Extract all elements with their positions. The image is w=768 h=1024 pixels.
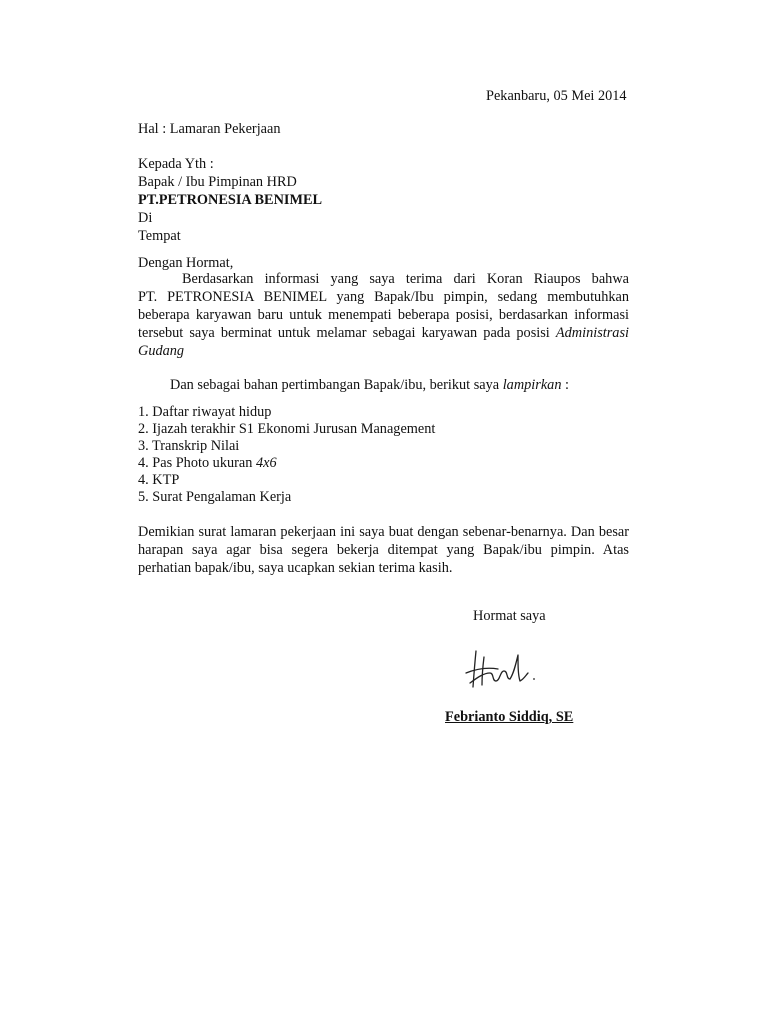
- signature-icon: [462, 643, 542, 693]
- paragraph-line: [138, 324, 629, 342]
- list-item: 5. Surat Pengalaman Kerja: [138, 489, 292, 505]
- closing-paragraph: [138, 523, 629, 577]
- paragraph-text: tersebut saya berminat untuk melamar sebagai karyawan pada posisi: [138, 325, 550, 341]
- list-item: [138, 455, 435, 472]
- list-item: 2. Ijazah terakhir S1 Ekonomi Jurusan Management: [138, 421, 436, 437]
- salutation: Dengan Hormat,: [138, 255, 234, 271]
- position-title-cont: Gudang: [138, 343, 185, 359]
- paragraph-line: PT. PETRONESIA BENIMEL yang Bapak/Ibu pimpin, sedang membutuhkan: [138, 289, 629, 305]
- recipient-line-di: Di: [138, 210, 153, 226]
- letter-subject: Hal : Lamaran Pekerjaan: [138, 121, 281, 137]
- attachment-intro: [170, 376, 569, 394]
- paragraph-line: perhatian bapak/ibu, saya ucapkan sekian terima kasih.: [138, 560, 453, 576]
- list-item-text: 4. Pas Photo ukuran: [138, 455, 256, 471]
- list-item: 1. Daftar riwayat hidup: [138, 404, 272, 420]
- list-item: 4. KTP: [138, 472, 180, 488]
- opening-paragraph: [138, 270, 629, 360]
- attachment-intro-text: Dan sebagai bahan pertimbangan Bapak/ibu, berikut saya: [170, 377, 500, 393]
- photo-size: 4x6: [255, 455, 277, 471]
- list-item: 3. Transkrip Nilai: [138, 438, 240, 454]
- paragraph-line: harapan saya agar bisa segera bekerja ditempat yang Bapak/ibu pimpin. Atas: [138, 542, 629, 558]
- position-title: Administrasi: [555, 325, 629, 341]
- letter-date: Pekanbaru, 05 Mei 2014: [486, 88, 627, 104]
- paragraph-line: [138, 342, 629, 360]
- attachment-intro-italic: lampirkan: [502, 377, 562, 393]
- recipient-company: PT.PETRONESIA BENIMEL: [138, 192, 323, 208]
- recipient-block: [138, 155, 322, 245]
- paragraph-line: beberapa karyawan baru untuk menempati beberapa posisi, berdasarkan informasi: [138, 307, 629, 323]
- paragraph-line: Berdasarkan informasi yang saya terima dari Koran Riaupos bahwa: [182, 271, 629, 287]
- signer-name: Febrianto Siddiq, SE: [445, 709, 574, 725]
- recipient-line-place: Tempat: [138, 228, 181, 244]
- attachment-list: [138, 404, 435, 506]
- recipient-line-position: Bapak / Ibu Pimpinan HRD: [138, 174, 297, 190]
- closing-phrase: Hormat saya: [473, 608, 546, 624]
- recipient-line-addressee: Kepada Yth :: [138, 156, 214, 172]
- attachment-intro-colon: :: [561, 377, 570, 393]
- paragraph-line: Demikian surat lamaran pekerjaan ini saya buat dengan sebenar-benarnya. Dan besar: [138, 524, 629, 540]
